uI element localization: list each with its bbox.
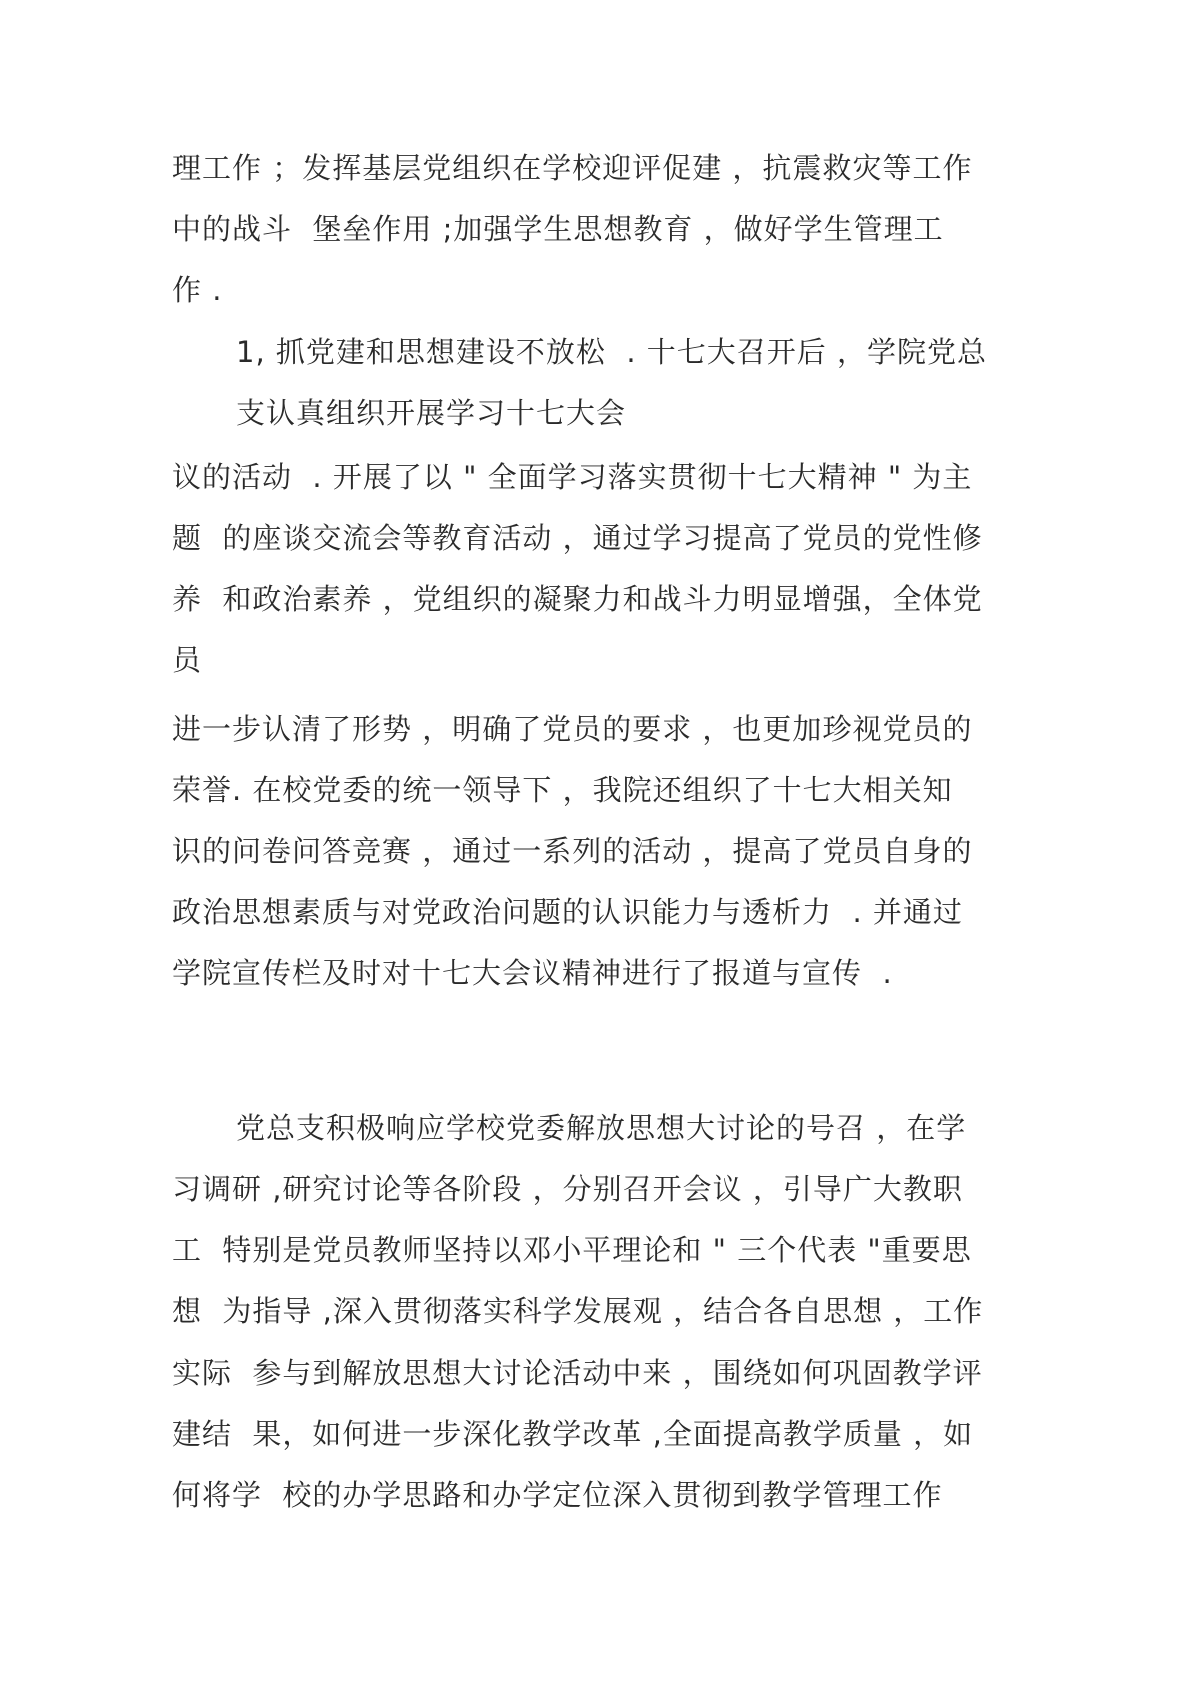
text-line: 建结 果，如何进一步深化教学改革 ,全面提高教学质量 ，如 (172, 1417, 974, 1451)
text-line: 作 . (172, 273, 223, 307)
text-line: 员 (172, 643, 203, 677)
text-line: 中的战斗 堡垒作用 ;加强学生思想教育 ，做好学生管理工 (172, 212, 944, 246)
text-line: 想 为指导 ,深入贯彻落实科学发展观 ，结合各自思想 ，工作 (172, 1294, 984, 1328)
text-line: 实际 参与到解放思想大讨论活动中来 ，围绕如何巩固教学评 (172, 1356, 983, 1390)
text-line: 学院宣传栏及时对十七大会议精神进行了报道与宣传 . (172, 956, 893, 990)
text-line: 进一步认清了形势 ，明确了党员的要求 ，也更加珍视党员的 (172, 712, 973, 746)
text-line: 议的活动 . 开展了以 " 全面学习落实贯彻十七大精神 " 为主 (172, 460, 973, 494)
text-line: 习调研 ,研究讨论等各阶段 ，分别召开会议 ，引导广大教职 (172, 1172, 963, 1206)
text-line: 识的问卷问答竞赛 ，通过一系列的活动 ，提高了党员自身的 (172, 834, 973, 868)
text-line: 荣誉. 在校党委的统一领导下 ，我院还组织了十七大相关知 (172, 773, 953, 807)
text-line: 党总支积极响应学校党委解放思想大讨论的号召 ，在学 (236, 1111, 967, 1145)
text-line: 1, 抓党建和思想建设不放松 . 十七大召开后 ，学院党总 (236, 335, 987, 369)
text-line: 工 特别是党员教师坚持以邓小平理论和 " 三个代表 "重要思 (172, 1233, 972, 1267)
text-line: 养 和政治素养 ，党组织的凝聚力和战斗力明显增强，全体党 (172, 582, 983, 616)
text-line: 何将学 校的办学思路和办学定位深入贯彻到教学管理工作 (172, 1478, 943, 1512)
text-line: 题 的座谈交流会等教育活动 ，通过学习提高了党员的党性修 (172, 521, 983, 555)
text-line: 理工作 ；发挥基层党组织在学校迎评促建 ，抗震救灾等工作 (172, 151, 973, 185)
text-line: 支认真组织开展学习十七大会 (236, 396, 627, 430)
text-line: 政治思想素质与对党政治问题的认识能力与透析力 . 并通过 (172, 895, 963, 929)
